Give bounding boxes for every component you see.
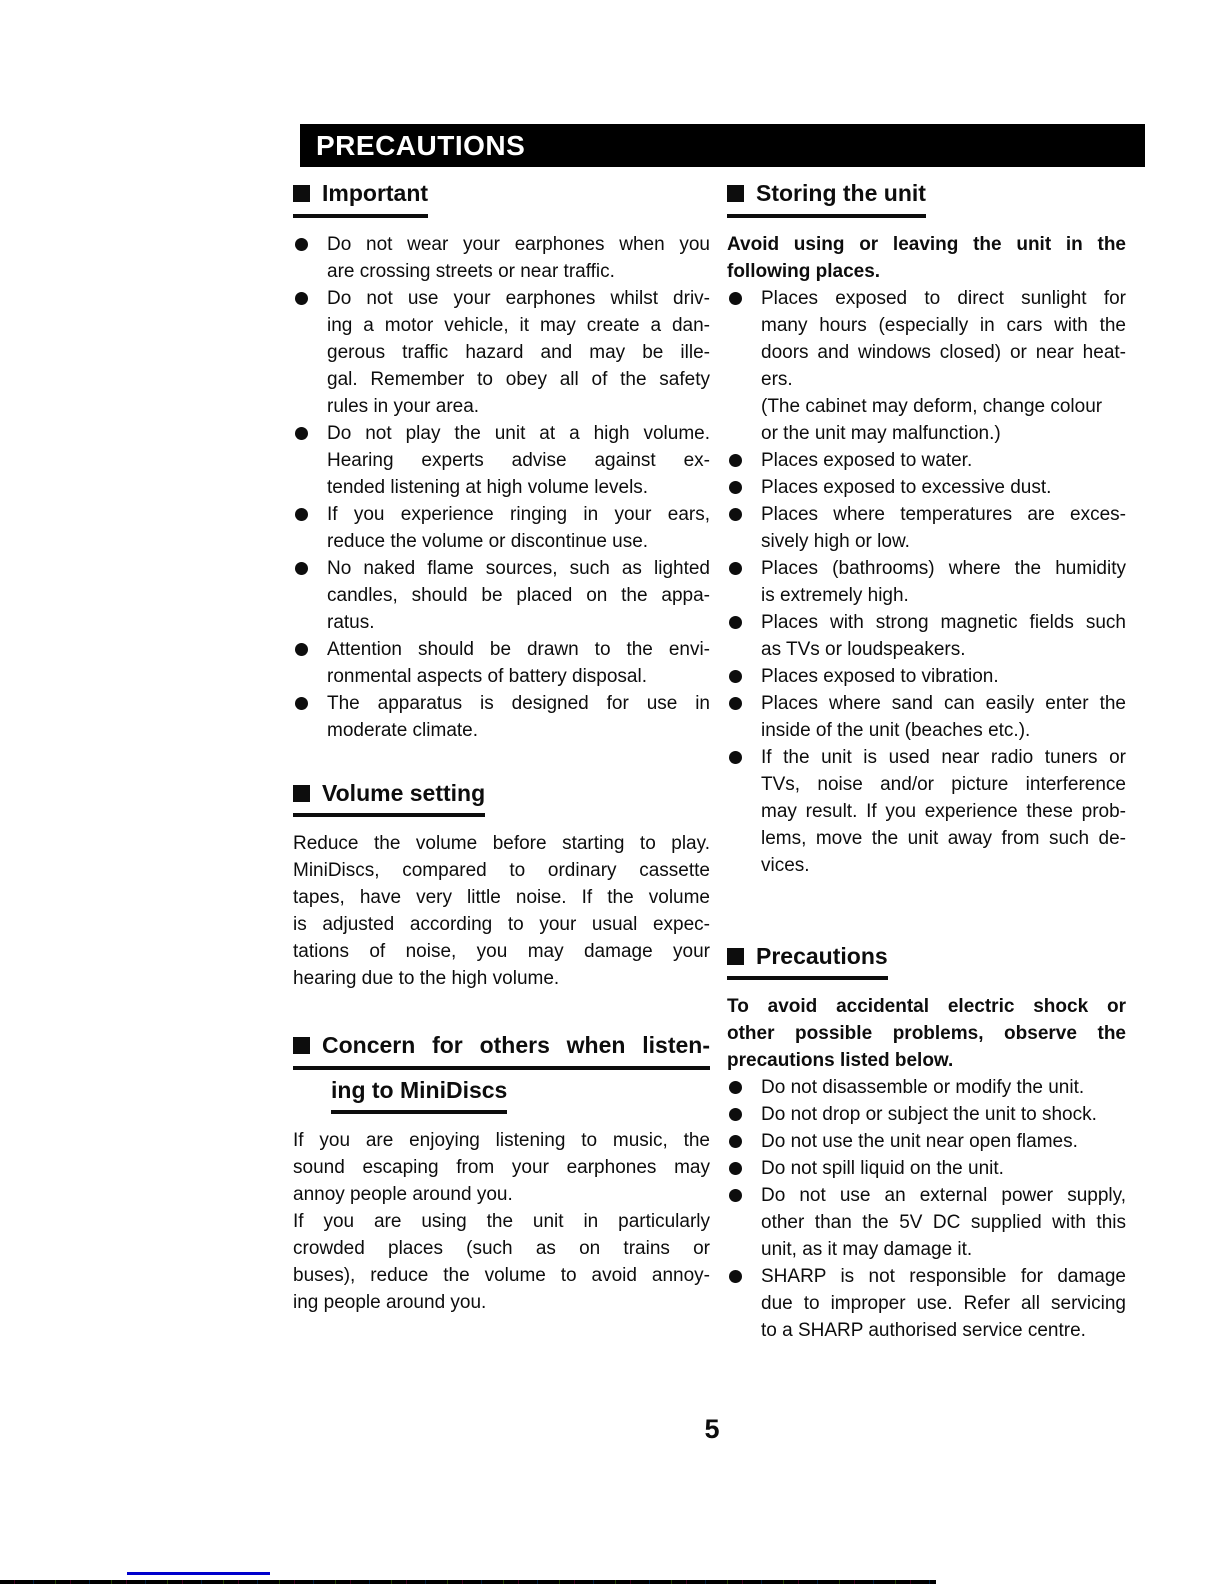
text-line: Places where temperatures are exces- <box>761 503 1126 525</box>
section-important <box>293 180 710 744</box>
text-line: may result. If you experience these prob- <box>761 800 1126 822</box>
text-line: SHARP is not responsible for damage <box>761 1266 1126 1288</box>
section-title-text: Precautions <box>756 942 888 969</box>
text-line: Do not disassemble or modify the unit. <box>761 1077 1085 1099</box>
text-line: (The cabinet may deform, change colour <box>761 395 1103 417</box>
heading-underline-wrap <box>727 180 926 218</box>
text-line: Do not use the unit near open flames. <box>761 1131 1078 1153</box>
text-line: to a SHARP authorised service centre. <box>761 1320 1086 1342</box>
text-line: ing people around you. <box>293 1292 487 1314</box>
section-marker-icon <box>293 185 310 202</box>
bullet-item <box>293 636 710 690</box>
bullet-list <box>727 1074 1126 1344</box>
text-line: many hours (especially in cars with the <box>761 314 1126 336</box>
section-precautions <box>727 943 1126 1345</box>
text-line: candles, should be placed on the appa- <box>327 584 710 606</box>
section-heading-line <box>293 780 710 818</box>
bullet-item <box>727 474 1126 501</box>
section-heading-line <box>727 943 1126 981</box>
bullet-list <box>293 231 710 744</box>
bullet-icon <box>729 616 742 629</box>
section-concern <box>293 1032 710 1316</box>
text-line: To avoid accidental electric shock or <box>727 996 1126 1018</box>
text-line: tations of noise, you may damage your <box>293 941 710 963</box>
text-line: If the unit is used near radio tuners or <box>761 746 1126 768</box>
bullet-item <box>727 690 1126 744</box>
page-header-bar <box>300 124 1145 167</box>
bullet-item <box>727 1155 1126 1182</box>
bullet-item <box>727 1128 1126 1155</box>
bullet-icon <box>729 751 742 764</box>
text-line: Do not use an external power supply, <box>761 1185 1126 1207</box>
paragraph <box>293 830 710 992</box>
text-line: Avoid using or leaving the unit in the <box>727 233 1126 255</box>
bullet-list <box>727 285 1126 879</box>
text-line: ratus. <box>327 611 375 633</box>
text-line: Do not drop or subject the unit to shock. <box>761 1104 1097 1126</box>
bullet-icon <box>295 643 308 656</box>
text-line: is adjusted according to your usual expec- <box>293 914 710 936</box>
bullet-icon <box>295 292 308 305</box>
bullet-item <box>293 231 710 285</box>
text-line: No naked flame sources, such as lighted <box>327 557 710 579</box>
bullet-item <box>727 609 1126 663</box>
text-line: TVs, noise and/or picture interference <box>761 773 1126 795</box>
bullet-icon <box>295 697 308 710</box>
bullet-icon <box>729 1189 742 1202</box>
text-line: Do not spill liquid on the unit. <box>761 1158 1004 1180</box>
heading-underline-wrap <box>293 180 428 218</box>
text-line: annoy people around you. <box>293 1184 513 1206</box>
bullet-icon <box>729 562 742 575</box>
bullet-item <box>293 285 710 420</box>
text-line: inside of the unit (beaches etc.). <box>761 719 1031 741</box>
bullet-icon <box>729 454 742 467</box>
text-line: lems, move the unit away from such de- <box>761 827 1126 849</box>
text-line: Reduce the volume before starting to play. <box>293 833 710 855</box>
text-line: due to improper use. Refer all servicing <box>761 1293 1126 1315</box>
text-line: Do not use your earphones whilst driv- <box>327 287 710 309</box>
text-line: are crossing streets or near traffic. <box>327 260 615 282</box>
section-title-text: Important <box>322 180 429 206</box>
left-column <box>293 180 710 1316</box>
text-line: Do not play the unit at a high volume. <box>327 422 710 444</box>
text-line: tended listening at high volume levels. <box>327 476 649 498</box>
section-heading-line <box>331 1077 710 1115</box>
page-number: 5 <box>704 1414 720 1444</box>
text-line: tapes, have very little noise. If the volume <box>293 887 710 909</box>
text-line: The apparatus is designed for use in <box>327 692 710 714</box>
text-line: If you are enjoying listening to music, the <box>293 1130 710 1152</box>
section-title-text: ing to MiniDiscs <box>331 1076 508 1103</box>
section-title-text: Volume setting <box>322 779 486 806</box>
text-line: vices. <box>761 854 810 876</box>
bullet-item <box>727 1074 1126 1101</box>
text-line: gerous traffic hazard and may be ille- <box>327 341 710 363</box>
text-line: ers. <box>761 368 793 390</box>
text-line: reduce the volume or discontinue use. <box>327 530 649 552</box>
text-line: ronmental aspects of battery disposal. <box>327 665 648 687</box>
section-title-text: Storing the unit <box>756 180 926 206</box>
text-line: Places exposed to water. <box>761 449 973 471</box>
section-heading-line <box>727 180 1126 218</box>
bullet-item <box>727 1263 1126 1344</box>
right-column <box>727 180 1126 1344</box>
text-line: following places. <box>727 260 881 282</box>
bullet-icon <box>295 238 308 251</box>
paragraph <box>293 1208 710 1316</box>
bullet-icon <box>729 508 742 521</box>
text-line: sively high or low. <box>761 530 910 552</box>
bullet-item <box>727 447 1126 474</box>
bullet-icon <box>729 481 742 494</box>
bold-paragraph <box>727 993 1126 1074</box>
section-heading-line <box>293 1032 710 1070</box>
footer-blue-line <box>127 1572 270 1575</box>
text-line: If you are using the unit in particularly <box>293 1211 710 1233</box>
text-line: moderate climate. <box>327 719 479 741</box>
section-storing-the-unit <box>727 180 1126 879</box>
text-line: Places exposed to direct sunlight for <box>761 287 1126 309</box>
section-heading <box>293 1032 710 1114</box>
section-marker-icon <box>727 948 744 965</box>
text-line: Places exposed to vibration. <box>761 665 999 687</box>
bullet-item <box>727 501 1126 555</box>
bullet-item <box>727 663 1126 690</box>
text-line: other than the 5V DC supplied with this <box>761 1212 1126 1234</box>
section-marker-icon <box>293 1037 310 1054</box>
text-line: Places where sand can easily enter the <box>761 692 1126 714</box>
text-line: MiniDiscs, compared to ordinary cassette <box>293 860 710 882</box>
bullet-item <box>293 555 710 636</box>
text-line: Attention should be drawn to the envi- <box>327 638 710 660</box>
page-title: PRECAUTIONS <box>316 129 526 161</box>
heading-underline-wrap <box>727 943 888 981</box>
bullet-item <box>293 690 710 744</box>
section-heading <box>727 943 1126 981</box>
bullet-icon <box>729 670 742 683</box>
bullet-item <box>727 285 1126 447</box>
text-line: or the unit may malfunction.) <box>761 422 1001 444</box>
text-line: crowded places (such as on trains or <box>293 1238 710 1260</box>
text-line: is extremely high. <box>761 584 909 606</box>
text-line: sound escaping from your earphones may <box>293 1157 710 1179</box>
bullet-item <box>293 420 710 501</box>
bold-paragraph <box>727 231 1126 285</box>
heading-underline-wrap <box>293 780 485 818</box>
section-marker-icon <box>293 785 310 802</box>
text-line: gal. Remember to obey all of the safety <box>327 368 710 390</box>
section-heading <box>293 780 710 818</box>
text-line: Do not wear your earphones when you <box>327 233 710 255</box>
text-line: Places exposed to excessive dust. <box>761 476 1052 498</box>
text-line: rules in your area. <box>327 395 480 417</box>
text-line: Places (bathrooms) where the humidity <box>761 557 1126 579</box>
text-line: as TVs or loudspeakers. <box>761 638 966 660</box>
bullet-icon <box>295 427 308 440</box>
bullet-icon <box>729 1162 742 1175</box>
section-heading <box>727 180 1126 218</box>
text-line: Places with strong magnetic fields such <box>761 611 1126 633</box>
text-line: other possible problems, observe the <box>727 1023 1126 1045</box>
text-line: Hearing experts advise against ex- <box>327 449 710 471</box>
section-title-text: Concern for others when listen- <box>322 1032 710 1059</box>
bullet-icon <box>729 1081 742 1094</box>
text-line: doors and windows closed) or near heat- <box>761 341 1126 363</box>
bullet-item <box>293 501 710 555</box>
bullet-icon <box>295 508 308 521</box>
section-heading <box>293 180 710 218</box>
section-volume-setting <box>293 780 710 993</box>
bullet-item <box>727 1101 1126 1128</box>
section-marker-icon <box>727 185 744 202</box>
text-line: If you experience ringing in your ears, <box>327 503 710 525</box>
text-line: unit, as it may damage it. <box>761 1239 973 1261</box>
text-line: precautions listed below. <box>727 1050 954 1072</box>
bullet-icon <box>729 292 742 305</box>
bullet-icon <box>295 562 308 575</box>
bullet-icon <box>729 1135 742 1148</box>
text-line: buses), reduce the volume to avoid annoy- <box>293 1265 710 1287</box>
bullet-item <box>727 1182 1126 1263</box>
bullet-icon <box>729 1108 742 1121</box>
section-heading-line <box>293 180 710 218</box>
bullet-icon <box>729 697 742 710</box>
heading-underline-wrap <box>331 1077 507 1115</box>
bullet-item <box>727 555 1126 609</box>
text-line: hearing due to the high volume. <box>293 968 560 990</box>
bullet-icon <box>729 1270 742 1283</box>
scan-edge-artifact <box>0 1580 936 1584</box>
text-line: ing a motor vehicle, it may create a dan- <box>327 314 710 336</box>
paragraph <box>293 1127 710 1208</box>
bullet-item <box>727 744 1126 879</box>
